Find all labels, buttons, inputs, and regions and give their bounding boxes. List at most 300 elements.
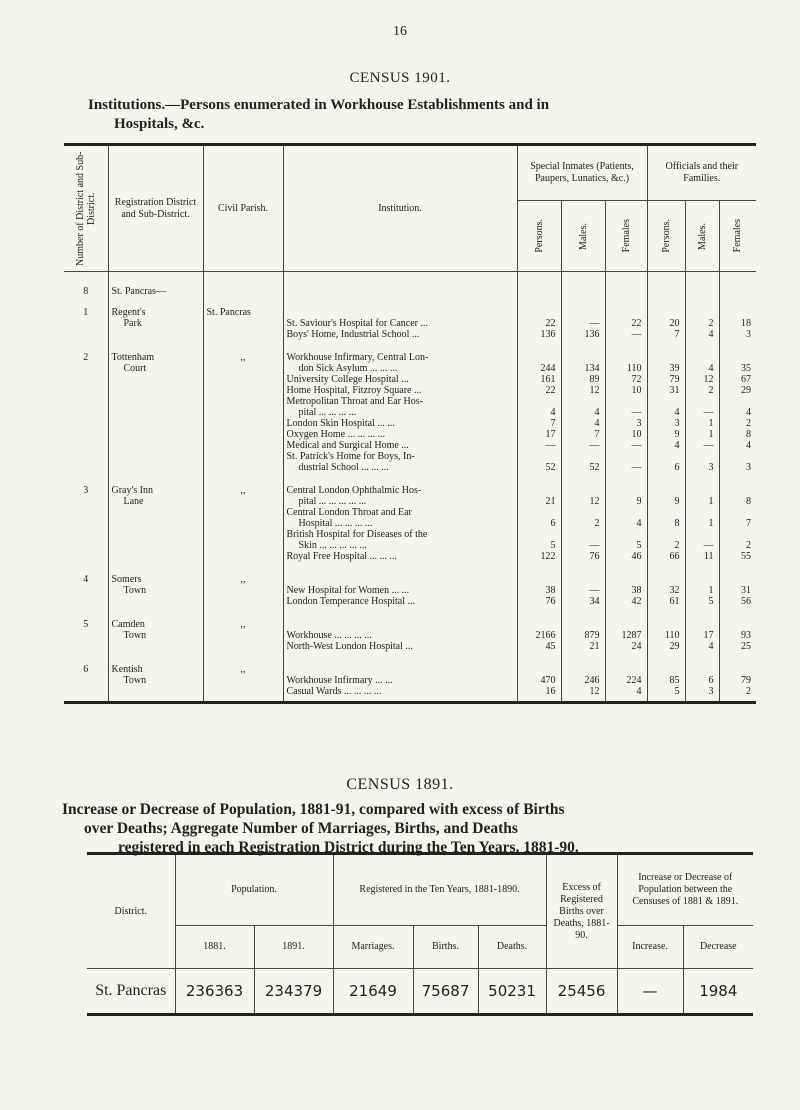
sub-district-name <box>108 385 203 396</box>
special-persons-cell: 136 <box>517 329 561 340</box>
special-persons-cell: 244 <box>517 352 561 374</box>
sub-district-number <box>64 686 108 703</box>
officials-persons-cell: 4 <box>647 396 685 418</box>
sub-district-number <box>64 529 108 551</box>
institution-line: British Hospital for Diseases of the <box>286 529 428 540</box>
officials-males-cell: 4 <box>685 329 719 340</box>
special-males-cell: 246 <box>561 664 605 686</box>
institution-line: Oxygen Home ... ... ... ... <box>286 429 386 440</box>
spacer-row <box>64 473 756 485</box>
special-persons-cell: 470 <box>517 664 561 686</box>
officials-males-cell: 6 <box>685 664 719 686</box>
census-1901-heading <box>88 96 768 134</box>
civil-parish: ,, <box>203 352 283 374</box>
table-row <box>64 574 756 596</box>
officials-persons-cell: 39 <box>647 352 685 374</box>
special-females-cell: 1287 <box>605 619 647 641</box>
table-row <box>64 664 756 686</box>
special-females-cell: 10 <box>605 385 647 396</box>
sub-district-number <box>64 440 108 451</box>
officials-females-cell: 25 <box>719 641 756 652</box>
special-males-cell: 12 <box>561 485 605 507</box>
special-persons-cell: 2166 <box>517 619 561 641</box>
sub-district-name <box>108 352 203 374</box>
table-row <box>64 507 756 529</box>
institution-name <box>283 529 517 551</box>
special-persons-cell: 17 <box>517 429 561 440</box>
special-females-cell: 3 <box>605 418 647 429</box>
sub-district-number <box>64 641 108 652</box>
special-persons-cell: 4 <box>517 396 561 418</box>
sub-district-name <box>108 451 203 473</box>
heading-line: registered in each Registration District during the Ten Years, 1881-90. <box>118 839 579 856</box>
officials-males-cell: 12 <box>685 374 719 385</box>
civil-parish <box>203 551 283 562</box>
institution-name <box>283 440 517 451</box>
sub-district-name-line: Lane <box>123 496 144 507</box>
census-1891-title: CENSUS 1891. <box>346 776 454 793</box>
special-females-cell: 46 <box>605 551 647 562</box>
institution-line: Central London Throat and Ear <box>286 507 412 518</box>
officials-males-cell: 1 <box>685 429 719 440</box>
sub-district-name <box>108 429 203 440</box>
col-institution-header: Institution. <box>283 145 517 272</box>
table-row <box>64 551 756 562</box>
special-males-cell: 89 <box>561 374 605 385</box>
spacer-row <box>64 562 756 574</box>
pop-1881-cell: 236363 <box>175 969 254 1015</box>
institution-name <box>283 664 517 686</box>
sub-district-name <box>108 307 203 329</box>
spacer-row <box>64 272 756 287</box>
col-decrease-header: Decrease <box>683 926 753 969</box>
page-number: 16 <box>393 24 407 39</box>
institution-name <box>283 451 517 473</box>
special-females-cell: 4 <box>605 686 647 703</box>
institution-name <box>283 551 517 562</box>
officials-females-cell: 2 <box>719 529 756 551</box>
sub-district-number <box>64 596 108 607</box>
institution-name <box>283 385 517 396</box>
sub-district-number: 5 <box>64 619 108 641</box>
sub-district-number <box>64 429 108 440</box>
officials-males-cell: 1 <box>685 485 719 507</box>
institution-line: Skin ... ... ... ... ... <box>298 540 367 551</box>
special-persons-cell: 21 <box>517 485 561 507</box>
sub-district-name-line: Park <box>123 318 142 329</box>
special-males-cell: 12 <box>561 385 605 396</box>
special-males-cell: 21 <box>561 641 605 652</box>
officials-females-cell: 29 <box>719 385 756 396</box>
special-males-cell: — <box>561 440 605 451</box>
special-persons-cell: 52 <box>517 451 561 473</box>
officials-females-cell: 67 <box>719 374 756 385</box>
col-1881-header: 1881. <box>175 926 254 969</box>
officials-persons-cell: 4 <box>647 440 685 451</box>
institution-line: Central London Ophthalmic Hos- <box>286 485 422 496</box>
col-females-header: Females <box>605 201 647 272</box>
officials-persons-cell: 8 <box>647 507 685 529</box>
census-1901-title: CENSUS 1901. <box>349 70 451 86</box>
sub-district-name-line: Somers <box>111 574 142 585</box>
table-row <box>64 529 756 551</box>
institution-line: Boys' Home, Industrial School ... <box>286 329 420 340</box>
special-males-cell: — <box>561 307 605 329</box>
sub-district-number <box>64 329 108 340</box>
institution-line: North-West London Hospital ... <box>286 641 413 652</box>
col-district-header: District. <box>87 854 175 969</box>
table-row <box>64 641 756 652</box>
sub-district-name <box>108 641 203 652</box>
sub-district-name <box>108 418 203 429</box>
sub-district-number <box>64 385 108 396</box>
sub-district-number: 1 <box>64 307 108 329</box>
officials-females-cell: 8 <box>719 429 756 440</box>
table-row <box>64 385 756 396</box>
civil-parish <box>203 529 283 551</box>
officials-persons-cell: 3 <box>647 418 685 429</box>
census-1891-heading <box>62 800 782 857</box>
table-row <box>64 418 756 429</box>
officials-males-cell: 4 <box>685 352 719 374</box>
institution-line: University College Hospital ... <box>286 374 409 385</box>
officials-males-cell: 17 <box>685 619 719 641</box>
table-row <box>64 485 756 507</box>
officials-males-cell: 5 <box>685 596 719 607</box>
sub-district-number: 6 <box>64 664 108 686</box>
special-females-cell: 5 <box>605 529 647 551</box>
sub-district-name <box>108 485 203 507</box>
special-males-cell: 4 <box>561 396 605 418</box>
district-name: St. Pancras— <box>108 286 203 297</box>
col-persons-header: Persons. <box>647 201 685 272</box>
civil-parish <box>203 396 283 418</box>
sub-district-name-line: Regent's <box>111 307 146 318</box>
officials-females-cell: 2 <box>719 418 756 429</box>
heading-line: Hospitals, &c. <box>114 116 205 132</box>
special-females-cell: — <box>605 451 647 473</box>
officials-males-cell: 3 <box>685 451 719 473</box>
officials-males-cell: 1 <box>685 574 719 596</box>
sub-district-name <box>108 596 203 607</box>
sub-district-name-line: Town <box>123 675 147 686</box>
institution-line: Casual Wards ... ... ... ... <box>286 686 382 697</box>
sub-district-number <box>64 396 108 418</box>
spacer-row <box>64 297 756 307</box>
civil-parish <box>203 451 283 473</box>
table-row <box>64 440 756 451</box>
col-registration-header: Registration District and Sub-District. <box>108 145 203 272</box>
institution-name <box>283 396 517 418</box>
officials-females-cell: 56 <box>719 596 756 607</box>
institution-line: don Sick Asylum ... ... ... <box>298 363 398 374</box>
civil-parish <box>203 374 283 385</box>
special-persons-cell: 161 <box>517 374 561 385</box>
special-females-cell: — <box>605 440 647 451</box>
officials-males-cell: — <box>685 396 719 418</box>
special-persons-cell: 22 <box>517 385 561 396</box>
civil-parish <box>203 418 283 429</box>
officials-males-cell: 3 <box>685 686 719 703</box>
table-row <box>64 352 756 374</box>
marriages-cell: 21649 <box>333 969 413 1015</box>
special-females-cell: 10 <box>605 429 647 440</box>
sub-district-name-line: Town <box>123 630 147 641</box>
civil-parish <box>203 507 283 529</box>
special-persons-cell: — <box>517 440 561 451</box>
sub-district-name <box>108 329 203 340</box>
institution-line: New Hospital for Women ... ... <box>286 585 410 596</box>
col-change-header: Increase or Decrease of Population between the Censuses of 1881 & 1891. <box>617 854 753 926</box>
officials-females-cell: 4 <box>719 440 756 451</box>
officials-persons-cell: 7 <box>647 329 685 340</box>
excess-cell: 25456 <box>546 969 617 1015</box>
officials-persons-cell: 85 <box>647 664 685 686</box>
sub-district-name <box>108 551 203 562</box>
special-males-cell: 7 <box>561 429 605 440</box>
sub-district-number <box>64 451 108 473</box>
officials-females-cell: 2 <box>719 686 756 703</box>
institution-line: St. Patrick's Home for Boys, In- <box>286 451 415 462</box>
special-persons-cell: 76 <box>517 596 561 607</box>
institution-name <box>283 485 517 507</box>
col-deaths-header: Deaths. <box>478 926 546 969</box>
decrease-cell: 1984 <box>683 969 753 1015</box>
sub-district-name-line: Town <box>123 585 147 596</box>
special-persons-cell: 22 <box>517 307 561 329</box>
table-row <box>64 396 756 418</box>
sub-district-name <box>108 574 203 596</box>
special-persons-cell: 38 <box>517 574 561 596</box>
officials-males-cell: 2 <box>685 385 719 396</box>
col-1891-header: 1891. <box>254 926 333 969</box>
officials-males-cell: 11 <box>685 551 719 562</box>
special-persons-cell: 5 <box>517 529 561 551</box>
institution-name <box>283 429 517 440</box>
special-persons-cell: 122 <box>517 551 561 562</box>
sub-district-name <box>108 664 203 686</box>
special-males-cell: 4 <box>561 418 605 429</box>
special-males-cell: 134 <box>561 352 605 374</box>
spacer-row <box>64 652 756 664</box>
institution-line: Workhouse Infirmary ... ... <box>286 675 393 686</box>
officials-persons-cell: 9 <box>647 429 685 440</box>
special-persons-cell: 6 <box>517 507 561 529</box>
col-excess-header: Excess of Registered Births over Deaths, 1881-90. <box>546 854 617 969</box>
table-row <box>64 451 756 473</box>
sub-district-number: 3 <box>64 485 108 507</box>
officials-females-cell: 18 <box>719 307 756 329</box>
sub-district-name-line: Gray's Inn <box>111 485 154 496</box>
special-males-cell: — <box>561 529 605 551</box>
sub-district-number <box>64 551 108 562</box>
civil-parish <box>203 641 283 652</box>
special-females-cell: — <box>605 329 647 340</box>
table-row <box>64 596 756 607</box>
institution-name <box>283 374 517 385</box>
officials-males-cell: 2 <box>685 307 719 329</box>
special-males-cell: 76 <box>561 551 605 562</box>
civil-parish <box>203 596 283 607</box>
officials-persons-cell: 79 <box>647 374 685 385</box>
officials-persons-cell: 110 <box>647 619 685 641</box>
officials-persons-cell: 9 <box>647 485 685 507</box>
col-marriages-header: Marriages. <box>333 926 413 969</box>
heading-line: over Deaths; Aggregate Number of Marriages, Births, and Deaths <box>84 820 518 837</box>
officials-persons-cell: 29 <box>647 641 685 652</box>
col-increase-header: Increase. <box>617 926 683 969</box>
institution-name <box>283 641 517 652</box>
increase-cell: — <box>617 969 683 1015</box>
special-males-cell: 879 <box>561 619 605 641</box>
district-cell: St. Pancras <box>87 969 175 1015</box>
deaths-cell: 50231 <box>478 969 546 1015</box>
institution-name <box>283 418 517 429</box>
sub-district-number <box>64 374 108 385</box>
institution-line: Hospital ... ... ... ... <box>298 518 373 529</box>
officials-females-cell: 93 <box>719 619 756 641</box>
civil-parish: ,, <box>203 619 283 641</box>
special-females-cell: 24 <box>605 641 647 652</box>
special-females-cell: 4 <box>605 507 647 529</box>
institution-name <box>283 307 517 329</box>
sub-district-name <box>108 374 203 385</box>
special-males-cell: 2 <box>561 507 605 529</box>
institution-line: Workhouse ... ... ... ... <box>286 630 372 641</box>
district-number: 8 <box>64 286 108 297</box>
spacer-row <box>64 340 756 352</box>
special-females-cell: 9 <box>605 485 647 507</box>
officials-males-cell: 1 <box>685 418 719 429</box>
population-table <box>87 852 753 1016</box>
civil-parish <box>203 429 283 440</box>
sub-district-name-line: Kentish <box>111 664 143 675</box>
officials-females-cell: 79 <box>719 664 756 686</box>
civil-parish: St. Pancras <box>203 307 283 329</box>
institution-name <box>283 596 517 607</box>
sub-district-number: 4 <box>64 574 108 596</box>
officials-males-cell: 1 <box>685 507 719 529</box>
col-persons-header: Persons. <box>517 201 561 272</box>
table-row <box>87 969 753 1015</box>
col-parish-header: Civil Parish. <box>203 145 283 272</box>
officials-persons-cell: 2 <box>647 529 685 551</box>
table-row <box>64 374 756 385</box>
officials-persons-cell: 31 <box>647 385 685 396</box>
sub-district-name <box>108 529 203 551</box>
spacer-row <box>64 607 756 619</box>
special-females-cell: 110 <box>605 352 647 374</box>
district-header-row <box>64 286 756 297</box>
heading-line: Institutions.—Persons enumerated in Workhouse Establishments and in <box>88 97 550 113</box>
special-females-cell: — <box>605 396 647 418</box>
sub-district-name <box>108 619 203 641</box>
officials-persons-cell: 32 <box>647 574 685 596</box>
officials-persons-cell: 5 <box>647 686 685 703</box>
special-females-cell: 22 <box>605 307 647 329</box>
special-persons-cell: 45 <box>517 641 561 652</box>
institution-line: London Skin Hospital ... ... <box>286 418 395 429</box>
special-females-cell: 38 <box>605 574 647 596</box>
institution-line: Medical and Surgical Home ... <box>286 440 409 451</box>
special-males-cell: — <box>561 574 605 596</box>
institution-line: Home Hospital, Fitzroy Square ... <box>286 385 422 396</box>
officials-persons-cell: 20 <box>647 307 685 329</box>
officials-females-cell: 35 <box>719 352 756 374</box>
table-row <box>64 329 756 340</box>
sub-district-name-line: Court <box>123 363 147 374</box>
special-males-cell: 136 <box>561 329 605 340</box>
table-row <box>64 686 756 703</box>
col-officials-header: Officials and their Families. <box>647 145 756 201</box>
sub-district-name <box>108 396 203 418</box>
special-females-cell: 72 <box>605 374 647 385</box>
civil-parish <box>203 440 283 451</box>
civil-parish: ,, <box>203 664 283 686</box>
institution-name <box>283 352 517 374</box>
pop-1891-cell: 234379 <box>254 969 333 1015</box>
special-persons-cell: 16 <box>517 686 561 703</box>
heading-line: Increase or Decrease of Population, 1881-91, compared with excess of Births <box>62 801 565 818</box>
sub-district-name <box>108 507 203 529</box>
sub-district-name-line: Camden <box>111 619 145 630</box>
col-special-inmates-header: Special Inmates (Patients, Paupers, Lunatics, &c.) <box>517 145 647 201</box>
sub-district-name <box>108 686 203 703</box>
institution-line: Metropolitan Throat and Ear Hos- <box>286 396 423 407</box>
col-registered-header: Registered in the Ten Years, 1881-1890. <box>333 854 546 926</box>
institution-line: pital ... ... ... ... <box>298 407 357 418</box>
institutions-table <box>64 143 756 704</box>
officials-females-cell: 3 <box>719 329 756 340</box>
institution-line: London Temperance Hospital ... <box>286 596 416 607</box>
institution-line: St. Saviour's Hospital for Cancer ... <box>286 318 429 329</box>
officials-males-cell: — <box>685 440 719 451</box>
special-females-cell: 224 <box>605 664 647 686</box>
special-females-cell: 42 <box>605 596 647 607</box>
institution-name <box>283 507 517 529</box>
institution-line: pital ... ... ... ... ... <box>298 496 367 507</box>
col-population-header: Population. <box>175 854 333 926</box>
special-males-cell: 52 <box>561 451 605 473</box>
col-births-header: Births. <box>413 926 478 969</box>
civil-parish <box>203 329 283 340</box>
institution-line: Workhouse Infirmary, Central Lon- <box>286 352 429 363</box>
officials-persons-cell: 66 <box>647 551 685 562</box>
civil-parish <box>203 686 283 703</box>
institution-name <box>283 574 517 596</box>
sub-district-number: 2 <box>64 352 108 374</box>
institution-name <box>283 619 517 641</box>
civil-parish <box>203 385 283 396</box>
officials-females-cell: 7 <box>719 507 756 529</box>
special-males-cell: 12 <box>561 686 605 703</box>
table-row <box>64 307 756 329</box>
institution-name <box>283 329 517 340</box>
col-males-header: Males. <box>685 201 719 272</box>
officials-males-cell: 4 <box>685 641 719 652</box>
col-males-header: Males. <box>561 201 605 272</box>
officials-females-cell: 8 <box>719 485 756 507</box>
col-number-header: Number of District and Sub-District. <box>64 145 108 272</box>
institution-line: Royal Free Hospital ... ... ... <box>286 551 398 562</box>
births-cell: 75687 <box>413 969 478 1015</box>
officials-persons-cell: 6 <box>647 451 685 473</box>
sub-district-name-line: Tottenham <box>111 352 155 363</box>
institution-name <box>283 686 517 703</box>
table-row <box>64 619 756 641</box>
table-row <box>64 429 756 440</box>
officials-females-cell: 31 <box>719 574 756 596</box>
